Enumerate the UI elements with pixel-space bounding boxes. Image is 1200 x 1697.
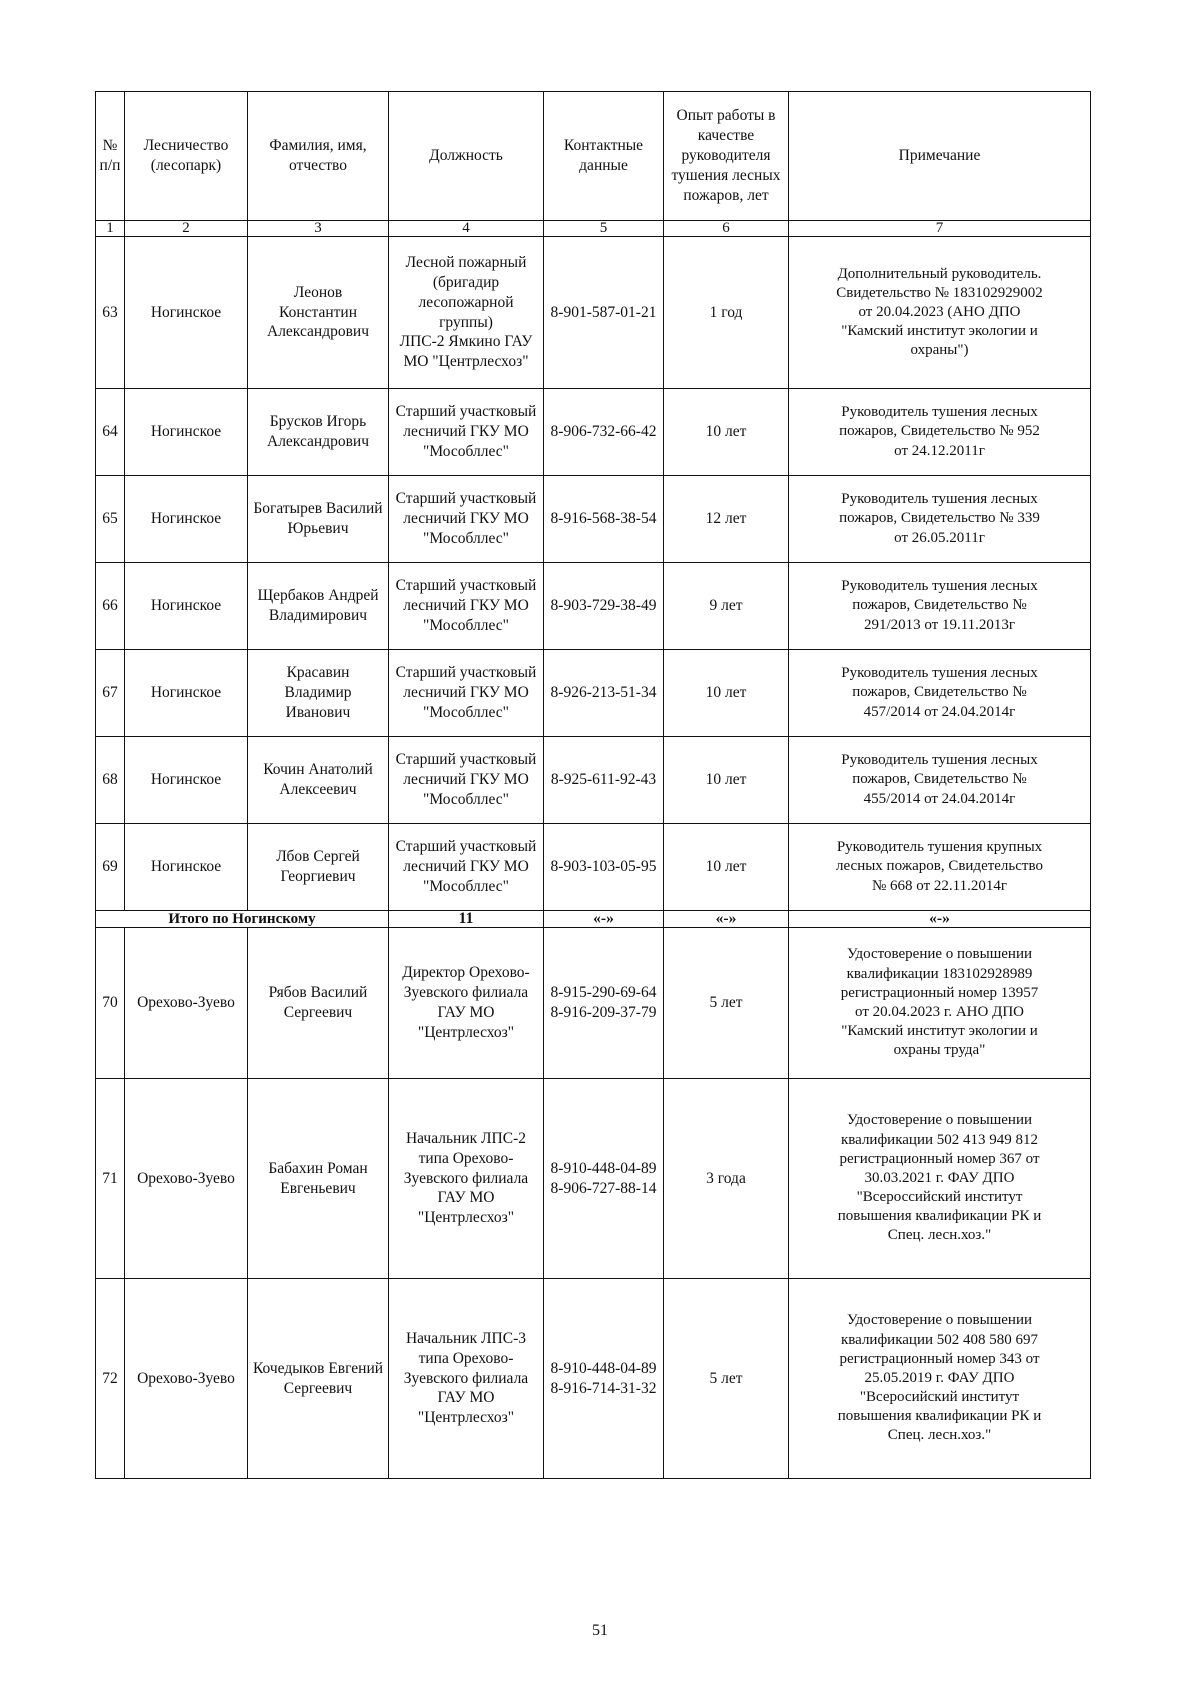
header-note: Примечание [789,92,1091,221]
header-number: № п/п [96,92,125,221]
contact-cell: 8-916-568-38-54 [544,476,664,563]
column-number: 3 [248,221,389,237]
note-cell: Руководитель тушения лесных пожаров, Свидетельство № 455/2014 от 24.04.2014г [789,737,1091,824]
forestry-cell: Орехово-Зуево [125,928,248,1079]
forestry-cell: Ногинское [125,476,248,563]
column-number: 6 [664,221,789,237]
forestry-cell: Ногинское [125,237,248,389]
header-contact: Контактные данные [544,92,664,221]
position-cell: Старший участковый лесничий ГКУ МО "Мособллес" [389,476,544,563]
name-cell: Кочедыков Евгений Сергеевич [248,1279,389,1479]
row-number: 66 [96,563,125,650]
forestry-cell: Ногинское [125,563,248,650]
column-number: 1 [96,221,125,237]
row-number: 65 [96,476,125,563]
row-number: 72 [96,1279,125,1479]
table-row [96,650,1091,737]
experience-cell: 12 лет [664,476,789,563]
total-dash: «-» [664,911,789,928]
position-cell: Старший участковый лесничий ГКУ МО "Мособллес" [389,824,544,911]
row-number: 70 [96,928,125,1079]
column-number-row [96,221,1091,237]
note-cell: Дополнительный руководитель. Свидетельство № 183102929002 от 20.04.2023 (АНО ДПО "Камский институт экологии и охраны") [789,237,1091,389]
contact-cell: 8-926-213-51-34 [544,650,664,737]
total-dash: «-» [544,911,664,928]
table-row [96,737,1091,824]
column-number: 4 [389,221,544,237]
note-cell: Руководитель тушения лесных пожаров, Свидетельство № 952 от 24.12.2011г [789,389,1091,476]
table-row [96,928,1091,1079]
experience-cell: 10 лет [664,650,789,737]
note-cell: Руководитель тушения крупных лесных пожаров, Свидетельство № 668 от 22.11.2014г [789,824,1091,911]
page-number: 51 [592,1622,608,1639]
forestry-cell: Орехово-Зуево [125,1079,248,1279]
header-name: Фамилия, имя, отчество [248,92,389,221]
experience-cell: 3 года [664,1079,789,1279]
contact-cell: 8-901-587-01-21 [544,237,664,389]
total-row [96,911,1091,928]
column-number: 2 [125,221,248,237]
table-row [96,563,1091,650]
total-label: Итого по Ногинскому [96,911,389,928]
experience-cell: 5 лет [664,928,789,1079]
staff-table [95,91,1091,1479]
header-position: Должность [389,92,544,221]
header-row [96,92,1091,221]
contact-cell: 8-915-290-69-64 8-916-209-37-79 [544,928,664,1079]
contact-cell: 8-925-611-92-43 [544,737,664,824]
position-cell: Начальник ЛПС-2 типа Орехово- Зуевского филиала ГАУ МО "Центрлесхоз" [389,1079,544,1279]
position-cell: Старший участковый лесничий ГКУ МО "Мособллес" [389,563,544,650]
total-count: 11 [389,911,544,928]
table-row [96,1079,1091,1279]
name-cell: Рябов Василий Сергеевич [248,928,389,1079]
column-number: 7 [789,221,1091,237]
name-cell: Кочин Анатолий Алексеевич [248,737,389,824]
position-cell: Лесной пожарный (бригадир лесопожарной группы) ЛПС-2 Ямкино ГАУ МО "Центрлесхоз" [389,237,544,389]
forestry-cell: Ногинское [125,737,248,824]
note-cell: Удостоверение о повышении квалификации 502 413 949 812 регистрационный номер 367 от 30.03.2021 г. ФАУ ДПО "Всероссийский институт повышения квалификации РК и Спец. лесн.хоз." [789,1079,1091,1279]
experience-cell: 10 лет [664,737,789,824]
position-cell: Директор Орехово- Зуевского филиала ГАУ МО "Центрлесхоз" [389,928,544,1079]
forestry-cell: Ногинское [125,650,248,737]
table-row [96,1279,1091,1479]
name-cell: Лбов Сергей Георгиевич [248,824,389,911]
forestry-cell: Ногинское [125,824,248,911]
name-cell: Богатырев Василий Юрьевич [248,476,389,563]
table-row [96,824,1091,911]
forestry-cell: Орехово-Зуево [125,1279,248,1479]
total-dash: «-» [789,911,1091,928]
forestry-cell: Ногинское [125,389,248,476]
header-experience: Опыт работы в качестве руководителя тушения лесных пожаров, лет [664,92,789,221]
name-cell: Леонов Константин Александрович [248,237,389,389]
row-number: 67 [96,650,125,737]
experience-cell: 10 лет [664,389,789,476]
note-cell: Удостоверение о повышении квалификации 183102928989 регистрационный номер 13957 от 20.04.2023 г. АНО ДПО "Камский институт экологии и охраны труда" [789,928,1091,1079]
contact-cell: 8-910-448-04-89 8-916-714-31-32 [544,1279,664,1479]
name-cell: Брусков Игорь Александрович [248,389,389,476]
position-cell: Начальник ЛПС-3 типа Орехово- Зуевского филиала ГАУ МО "Центрлесхоз" [389,1279,544,1479]
row-number: 64 [96,389,125,476]
experience-cell: 1 год [664,237,789,389]
contact-cell: 8-906-732-66-42 [544,389,664,476]
column-number: 5 [544,221,664,237]
contact-cell: 8-903-103-05-95 [544,824,664,911]
table-row [96,476,1091,563]
position-cell: Старший участковый лесничий ГКУ МО "Мособллес" [389,737,544,824]
row-number: 68 [96,737,125,824]
note-cell: Руководитель тушения лесных пожаров, Свидетельство № 291/2013 от 19.11.2013г [789,563,1091,650]
position-cell: Старший участковый лесничий ГКУ МО "Мособллес" [389,389,544,476]
name-cell: Красавин Владимир Иванович [248,650,389,737]
table-row [96,237,1091,389]
header-forestry: Лесничество (лесопарк) [125,92,248,221]
contact-cell: 8-910-448-04-89 8-906-727-88-14 [544,1079,664,1279]
experience-cell: 9 лет [664,563,789,650]
name-cell: Щербаков Андрей Владимирович [248,563,389,650]
row-number: 63 [96,237,125,389]
name-cell: Бабахин Роман Евгеньевич [248,1079,389,1279]
row-number: 69 [96,824,125,911]
row-number: 71 [96,1079,125,1279]
experience-cell: 5 лет [664,1279,789,1479]
experience-cell: 10 лет [664,824,789,911]
note-cell: Руководитель тушения лесных пожаров, Свидетельство № 339 от 26.05.2011г [789,476,1091,563]
table-row [96,389,1091,476]
note-cell: Удостоверение о повышении квалификации 502 408 580 697 регистрационный номер 343 от 25.05.2019 г. ФАУ ДПО "Всеросийский институт повышения квалификации РК и Спец. лесн.хоз." [789,1279,1091,1479]
position-cell: Старший участковый лесничий ГКУ МО "Мособллес" [389,650,544,737]
note-cell: Руководитель тушения лесных пожаров, Свидетельство № 457/2014 от 24.04.2014г [789,650,1091,737]
contact-cell: 8-903-729-38-49 [544,563,664,650]
